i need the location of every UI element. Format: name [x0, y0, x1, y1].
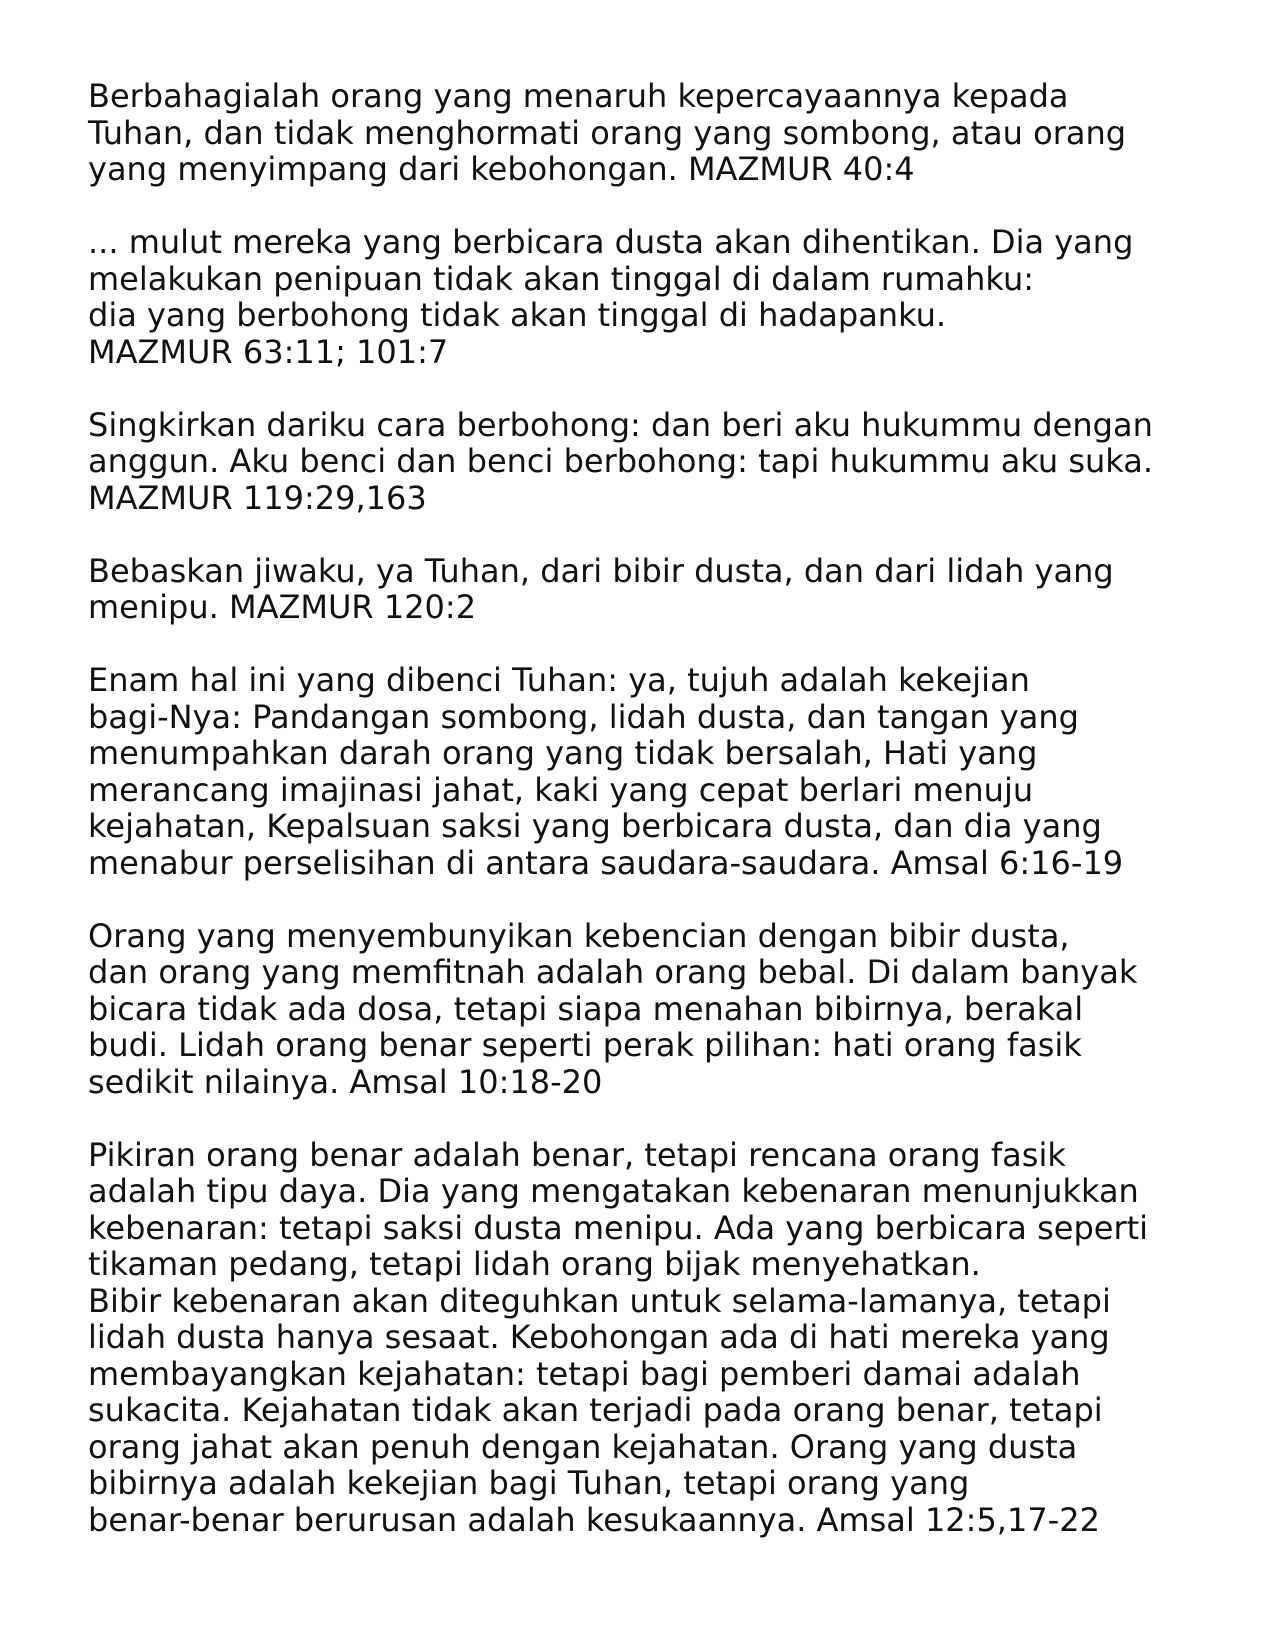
text-line: menumpahkan darah orang yang tidak bersalah, Hati yang: [88, 734, 1038, 772]
text-line: benar-benar berurusan adalah kesukaannya. Amsal 12:5,17-22: [88, 1500, 1100, 1539]
text-line: Berbahagialah orang yang menaruh kepercayaannya kepada: [88, 77, 1069, 115]
text-line: kejahatan, Kepalsuan saksi yang berbicara dusta, dan dia yang: [88, 807, 1102, 845]
text-line: membayangkan kejahatan: tetapi bagi pemberi damai adalah: [88, 1354, 1081, 1393]
text-line: adalah tipu daya. Dia yang mengatakan kebenaran menunjukkan: [88, 1172, 1139, 1210]
text-line: Orang yang menyembunyikan kebencian dengan bibir dusta,: [88, 916, 1070, 955]
text-line: budi. Lidah orang benar seperti perak pilihan: hati orang fasik: [88, 1026, 1082, 1064]
passage-proverbs-12: [88, 1137, 1238, 1539]
text-line: Tuhan, dan tidak menghormati orang yang sombong, atau orang: [88, 113, 1127, 152]
text-line: kebenaran: tetapi saksi dusta menipu. Ada yang berbicara seperti: [88, 1208, 1149, 1247]
passage-proverbs-6: [88, 662, 1238, 881]
text-line: lidah dusta hanya sesaat. Kebohongan ada di hati mereka yang: [88, 1318, 1110, 1356]
text-line: yang menyimpang dari kebohongan. MAZMUR 40:4: [88, 150, 915, 188]
passage-psalm-119: [88, 407, 1238, 517]
text-line: ... mulut mereka yang berbicara dusta akan dihentikan. Dia yang: [88, 223, 1134, 261]
passage-psalm-120-2: [88, 553, 1238, 626]
text-line: tikaman pedang, tetapi lidah orang bijak menyehatkan.: [88, 1245, 981, 1283]
text-line: menipu. MAZMUR 120:2: [88, 588, 477, 626]
text-line: melakukan penipuan tidak akan tinggal di dalam rumahku:: [88, 259, 1035, 298]
text-line: orang jahat akan penuh dengan kejahatan. Orang yang dusta: [88, 1427, 1078, 1466]
text-line: sedikit nilainya. Amsal 10:18-20: [88, 1062, 603, 1101]
text-line: dan orang yang memfitnah adalah orang bebal. Di dalam banyak: [88, 953, 1138, 991]
text-line: MAZMUR 119:29,163: [88, 478, 427, 517]
text-line: Bibir kebenaran akan diteguhkan untuk selama-lamanya, tetapi: [88, 1281, 1111, 1320]
text-line: bibirnya adalah kekejian bagi Tuhan, tetapi orang yang: [88, 1464, 970, 1502]
text-line: anggun. Aku benci dan benci berbohong: tapi hukummu aku suka.: [88, 442, 1154, 480]
passage-psalm-63-11-101-7: [88, 224, 1238, 370]
text-line: Enam hal ini yang dibenci Tuhan: ya, tujuh adalah kekejian: [88, 661, 1030, 699]
document-page: [88, 78, 1238, 1575]
text-line: menabur perselisihan di antara saudara-saudara. Amsal 6:16-19: [88, 843, 1124, 882]
text-line: bicara tidak ada dosa, tetapi siapa menahan bibirnya, berakal: [88, 989, 1084, 1028]
text-line: bagi-Nya: Pandangan sombong, lidah dusta, dan tangan yang: [88, 697, 1079, 736]
passage-proverbs-10: [88, 918, 1238, 1101]
text-line: Pikiran orang benar adalah benar, tetapi rencana orang fasik: [88, 1135, 1066, 1174]
text-line: dia yang berbohong tidak akan tinggal di hadapanku.: [88, 296, 947, 334]
text-line: merancang imajinasi jahat, kaki yang cepat berlari menuju: [88, 770, 1034, 809]
text-line: MAZMUR 63:11; 101:7: [88, 332, 449, 371]
text-line: Bebaskan jiwaku, ya Tuhan, dari bibir dusta, dan dari lidah yang: [88, 551, 1114, 590]
text-line: Singkirkan dariku cara berbohong: dan beri aku hukummu dengan: [88, 405, 1153, 444]
passage-psalm-40-4: [88, 78, 1238, 188]
text-line: sukacita. Kejahatan tidak akan terjadi pada orang benar, tetapi: [88, 1391, 1103, 1429]
